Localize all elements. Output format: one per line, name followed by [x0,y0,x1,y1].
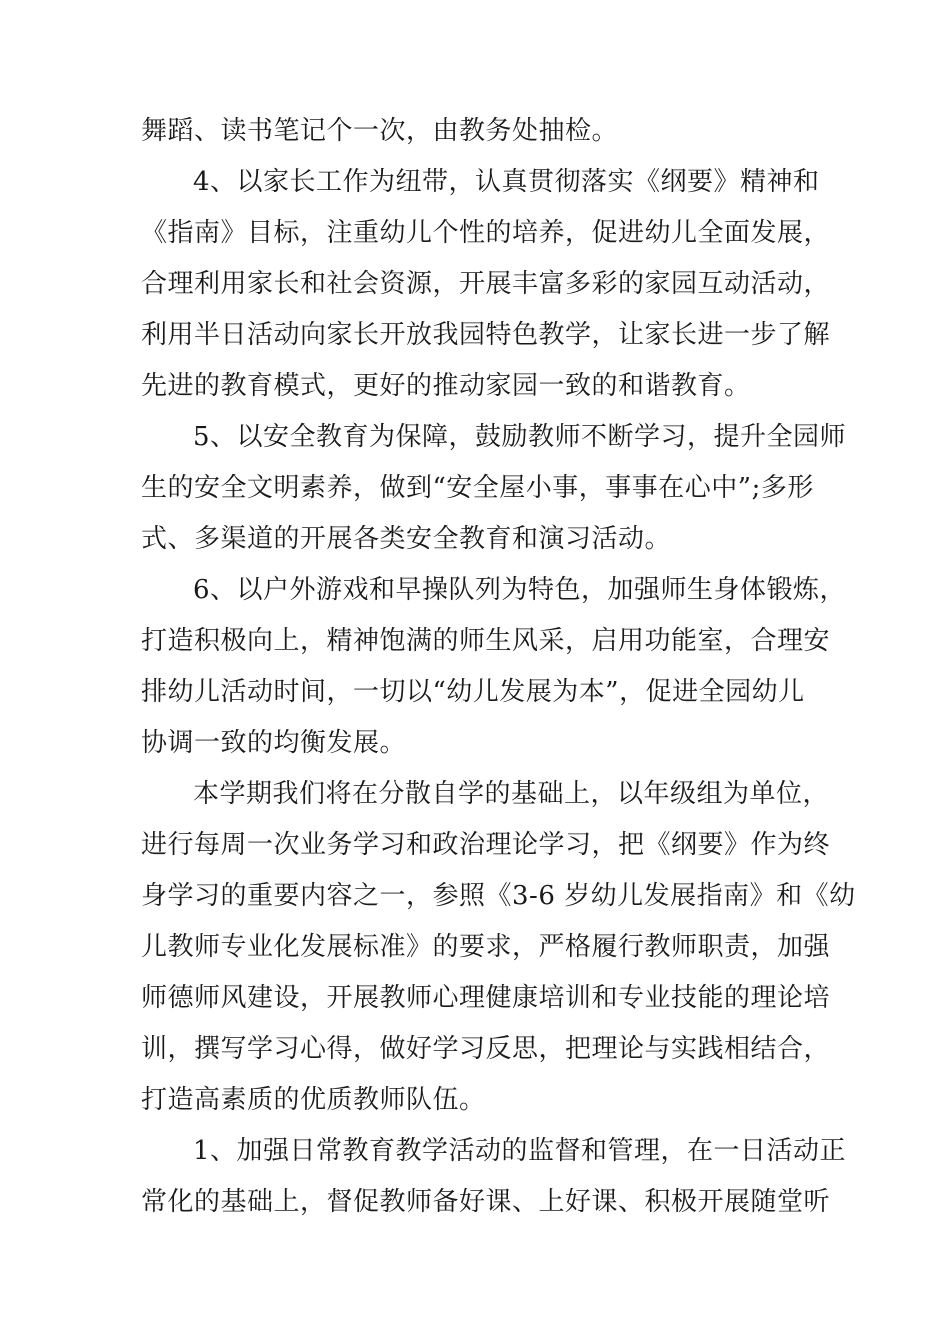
text-line: 6、以户外游戏和早操队列为特色，加强师生身体锻炼， [193,575,847,605]
text-line: 生的安全文明素养，做到“安全屋小事，事事在心中”;多形 [141,473,814,503]
text-line: 进行每周一次业务学习和政治理论学习，把《纲要》作为终 [141,830,831,860]
text-line: 师德师风建设，开展教师心理健康培训和专业技能的理论培 [141,983,831,1013]
text-line: 舞蹈、读书笔记个一次，由教务处抽检。 [141,116,619,146]
text-line: 利用半日活动向家长开放我园特色教学，让家长进一步了解 [141,320,831,350]
text-line: 1、加强日常教育教学活动的监督和管理，在一日活动正 [193,1136,847,1166]
text-line: 排幼儿活动时间，一切以“幼儿发展为本”，促进全园幼儿 [141,677,805,707]
text-line: 式、多渠道的开展各类安全教育和演习活动。 [141,524,672,554]
text-line: 打造积极向上，精神饱满的师生风采，启用功能室，合理安 [141,626,831,656]
text-line: 身学习的重要内容之一，参照《3-6 岁幼儿发展指南》和《幼 [141,881,856,911]
text-line: 训，撰写学习心得，做好学习反思，把理论与实践相结合， [141,1034,831,1064]
text-line: 4、以家长工作为纽带，认真贯彻落实《纲要》精神和 [193,167,820,197]
text-line: 先进的教育模式，更好的推动家园一致的和谐教育。 [141,371,751,401]
text-line: 协调一致的均衡发展。 [141,728,407,758]
text-line: 5、以安全教育为保障，鼓励教师不断学习，提升全园师 [193,422,847,452]
text-line: 合理利用家长和社会资源，开展丰富多彩的家园互动活动， [141,269,831,299]
text-line: 《指南》目标，注重幼儿个性的培养，促进幼儿全面发展， [141,218,831,248]
text-line: 打造高素质的优质教师队伍。 [141,1085,486,1115]
text-line: 本学期我们将在分散自学的基础上，以年级组为单位， [193,779,830,809]
text-line: 常化的基础上，督促教师备好课、上好课、积极开展随堂听 [141,1187,831,1217]
text-line: 儿教师专业化发展标准》的要求，严格履行教师职责，加强 [141,932,831,962]
